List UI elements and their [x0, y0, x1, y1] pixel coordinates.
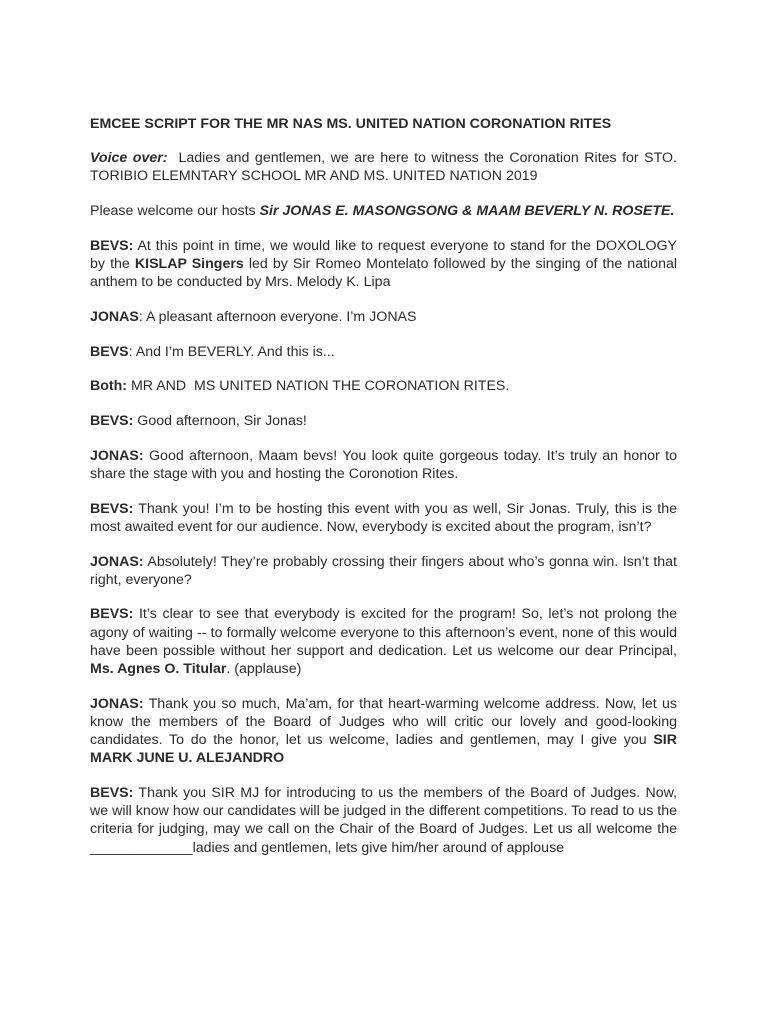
- principal-name: Ms. Agnes O. Titular: [90, 661, 227, 678]
- speaker-label: BEVS:: [90, 237, 134, 254]
- paragraph-text: It’s clear to see that everybody is excited for the program! So, let’s not prolong the agony of waiting -- to formally welcome everyone to this afternoon’s event, none of this would have been possible without her support and dedication. Let us welcome our dear Principal,: [90, 606, 681, 659]
- speaker-label: BEVS: [90, 343, 129, 360]
- speaker-label: BEVS:: [90, 606, 134, 623]
- paragraph-both: [90, 377, 677, 395]
- paragraph-bevs-greeting: [90, 412, 677, 430]
- paragraph-text: Ladies and gentlemen, we are here to witness the Coronation Rites for STO. TORIBIO ELEMNTARY SCHOOL MR AND MS. UNITED NATION 2019: [90, 150, 681, 185]
- paragraph-bevs-intro: [90, 343, 677, 361]
- speaker-label: BEVS:: [90, 413, 134, 430]
- speaker-label: JONAS: [90, 308, 139, 325]
- paragraph-text: Thank you! I’m to be hosting this event with you as well, Sir Jonas. Truly, this is the most awaited event for our audience. Now, everybody is excited about the program, isn’t?: [90, 500, 681, 535]
- paragraph-hosts: [90, 202, 677, 220]
- paragraph-bevs-thanks: [90, 500, 681, 536]
- speaker-label: BEVS:: [90, 500, 134, 517]
- paragraph-text: At this point in time, we would like to request everyone to stand for the DOXOLOGY by the: [90, 237, 681, 273]
- singers-name: KISLAP Singers: [134, 256, 244, 273]
- paragraph-text: Good afternoon, Maam bevs! You look quite gorgeous today. It’s truly an honor to share the stage with you and hosting the Coronotion Rites.: [90, 447, 681, 482]
- paragraph-text: Thank you so much, Ma’am, for that heart-warming welcome address. Now, let us know the members of the Board of Judges who will critic our lovely and good-looking candidates. To do the honor, let us welcome, ladies and gentlemen, may I give you: [90, 695, 681, 749]
- paragraph-text: : A pleasant afternoon everyone. I’m JONAS: [138, 308, 417, 325]
- speaker-label: JONAS:: [90, 447, 144, 464]
- speaker-label: Both:: [90, 378, 128, 395]
- paragraph-text: Thank you SIR MJ for introducing to us the members of the Board of Judges. Now, we will know how our candidates will be judged in the different competitions. To read to us the criteria for judging, may we call on the Chair of the Board of Judges. Let us all welcome the _____________ladies and gentlemen, lets give him/her around of applouse: [90, 785, 681, 856]
- speaker-label: JONAS:: [90, 553, 144, 570]
- paragraph-jonas-greeting: [90, 447, 681, 483]
- paragraph-voice-over: [90, 149, 681, 185]
- speaker-label: Voice over:: [90, 150, 168, 167]
- hosts-names: Sir JONAS E. MASONGSONG & MAAM BEVERLY N. ROSETE.: [259, 203, 675, 220]
- paragraph-bevs-principal: [90, 605, 681, 678]
- paragraph-text: Absolutely! They’re probably crossing their fingers about who’s gonna win. Isn’t that right, everyone?: [90, 553, 681, 588]
- paragraph-text: : And I’m BEVERLY. And this is...: [128, 343, 335, 360]
- paragraph-bevs-doxology: [90, 237, 681, 292]
- speaker-label: BEVS:: [90, 785, 134, 802]
- script-title: EMCEE SCRIPT FOR THE MR NAS MS. UNITED NATION CORONATION RITES: [90, 116, 612, 132]
- guest-name: SIR MARK JUNE U. ALEJANDRO: [90, 732, 677, 767]
- paragraph-jonas-absolutely: [90, 553, 681, 589]
- paragraph-text: led by Sir Romeo Montelato followed by the singing of the national anthem to be conducted by Mrs. Melody K. Lipa: [90, 256, 681, 291]
- paragraph-text: Please welcome our hosts: [90, 203, 260, 220]
- paragraph-jonas-judges: [90, 695, 681, 768]
- paragraph-text: . (applause): [226, 661, 302, 678]
- paragraph-jonas-intro: [90, 308, 677, 326]
- paragraph-text: MR AND MS UNITED NATION THE CORONATION RITES.: [127, 378, 510, 395]
- paragraph-text: Good afternoon, Sir Jonas!: [133, 413, 307, 430]
- script-body: [90, 115, 681, 873]
- paragraph-bevs-criteria: [90, 784, 681, 857]
- speaker-label: JONAS:: [90, 695, 144, 712]
